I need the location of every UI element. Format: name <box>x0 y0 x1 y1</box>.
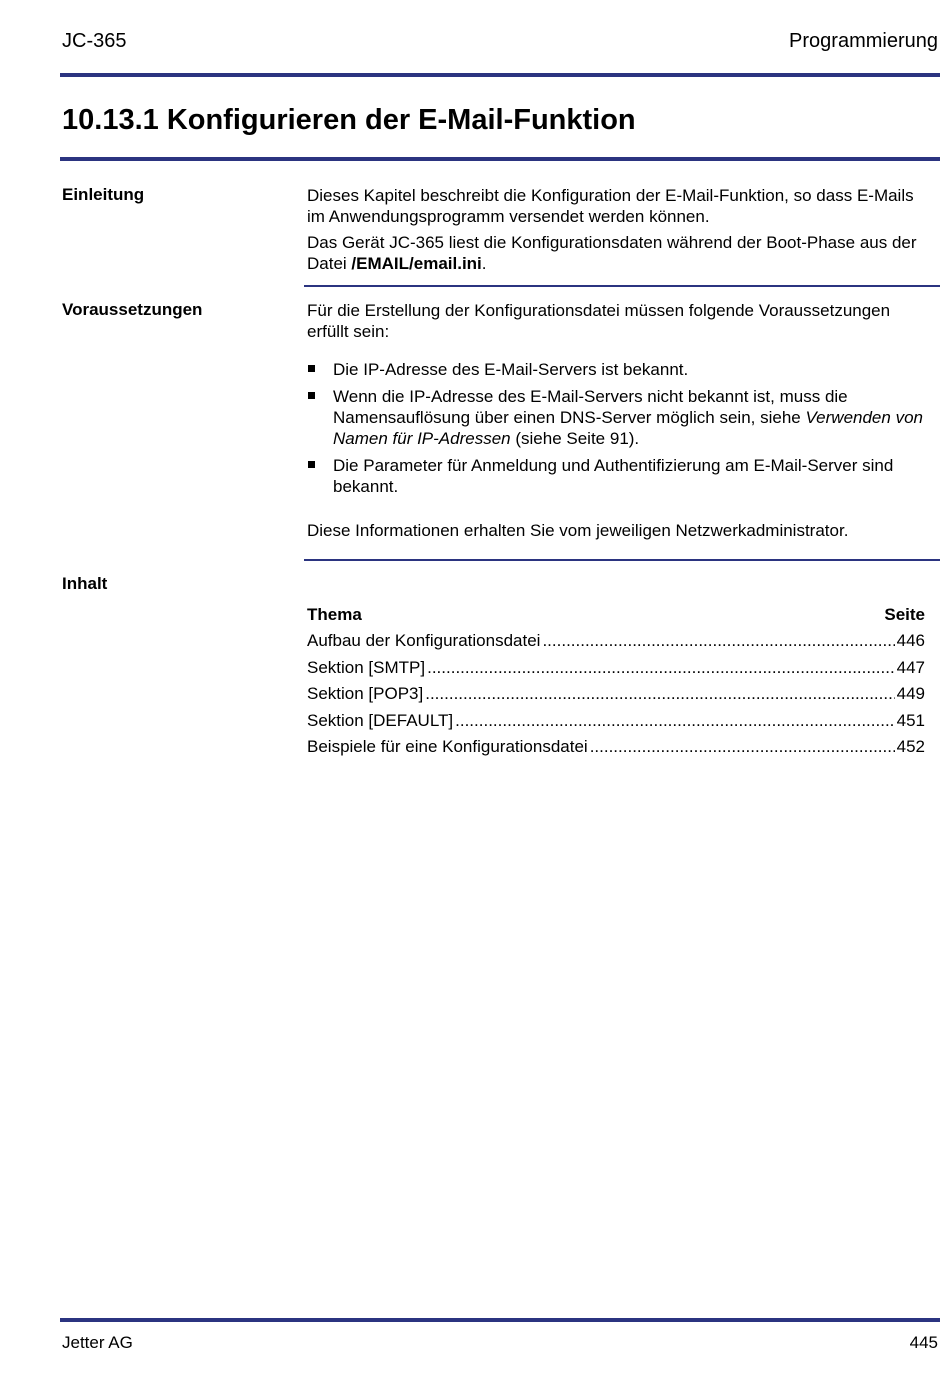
einleitung-paragraph-2 <box>307 232 935 274</box>
toc-leader-dots <box>590 737 895 757</box>
toc-page: 451 <box>896 710 925 730</box>
bullet-square-icon <box>308 365 315 372</box>
cross-reference-link[interactable]: Verwenden von Namen für IP-Adressen <box>333 408 923 448</box>
toc-topic: Sektion [DEFAULT] <box>307 710 454 730</box>
list-item <box>307 386 935 449</box>
section-body-einleitung <box>307 185 935 274</box>
toc-page: 449 <box>896 684 925 703</box>
toc-page: 446 <box>896 631 925 650</box>
header-rule <box>60 73 940 77</box>
list-item-text-end: (siehe Seite 91). <box>510 429 640 448</box>
toc-topic: Sektion [POP3] <box>307 684 424 703</box>
section-label-inhalt: Inhalt <box>62 574 108 593</box>
toc-leader-dots <box>425 684 894 704</box>
toc-page: 452 <box>896 737 925 756</box>
einleitung-paragraph-1: Dieses Kapitel beschreibt die Konfiguration der E-Mail-Funktion, so dass E-Mails im Anwendungsprogramm versendet werden können. <box>307 186 914 226</box>
toc-column-page: Seite <box>884 605 925 624</box>
section-divider <box>304 559 940 561</box>
voraussetzungen-intro: Für die Erstellung der Konfigurationsdatei müssen folgende Voraussetzungen erfüllt sein: <box>307 301 891 341</box>
toc-page: 447 <box>896 657 925 677</box>
toc-topic: Aufbau der Konfigurationsdatei <box>307 631 541 650</box>
page-number: 445 <box>909 1333 938 1352</box>
toc-header <box>307 605 925 631</box>
einleitung-p2-text: Das Gerät JC-365 liest die Konfigurationsdaten während der Boot-Phase aus der Datei <box>307 233 917 273</box>
toc-column-topic: Thema <box>307 605 362 624</box>
toc-row[interactable] <box>307 737 925 764</box>
section-label-voraussetzungen: Voraussetzungen <box>62 300 203 319</box>
table-of-contents <box>307 605 925 764</box>
einleitung-p2-end: . <box>481 254 487 273</box>
list-item-text: Die Parameter für Anmeldung und Authentifizierung am E-Mail-Server sind bekannt. <box>333 456 894 496</box>
requirements-list <box>307 359 935 497</box>
header-product: JC-365 <box>62 30 127 52</box>
toc-leader-dots <box>542 631 894 651</box>
toc-row[interactable] <box>307 658 925 685</box>
list-item <box>307 359 935 380</box>
toc-row[interactable] <box>307 631 925 658</box>
list-item-text: Die IP-Adresse des E-Mail-Servers ist bekannt. <box>333 360 689 379</box>
voraussetzungen-outro: Diese Informationen erhalten Sie vom jeweiligen Netzwerkadministrator. <box>307 521 849 540</box>
section-body-voraussetzungen <box>307 300 935 541</box>
title-rule <box>60 157 940 161</box>
bullet-square-icon <box>308 392 315 399</box>
toc-topic: Sektion [SMTP] <box>307 657 426 677</box>
section-label-einleitung: Einleitung <box>62 185 145 204</box>
toc-topic: Beispiele für eine Konfigurationsdatei <box>307 737 588 756</box>
section-divider <box>304 285 940 287</box>
bullet-square-icon <box>308 461 315 468</box>
toc-leader-dots <box>455 711 894 731</box>
config-file-path: /EMAIL/email.ini <box>351 254 482 273</box>
toc-leader-dots <box>427 658 895 678</box>
toc-row[interactable] <box>307 711 925 738</box>
footer-company: Jetter AG <box>62 1333 133 1352</box>
header-chapter: Programmierung <box>789 30 938 52</box>
page-title: 10.13.1 Konfigurieren der E-Mail-Funktion <box>62 104 636 136</box>
list-item <box>307 455 935 497</box>
list-item-text: Wenn die IP-Adresse des E-Mail-Servers nicht bekannt ist, muss die Namensauflösung über einen DNS-Server möglich sein, siehe <box>333 387 848 427</box>
footer-rule <box>60 1318 940 1322</box>
toc-row[interactable] <box>307 684 925 711</box>
